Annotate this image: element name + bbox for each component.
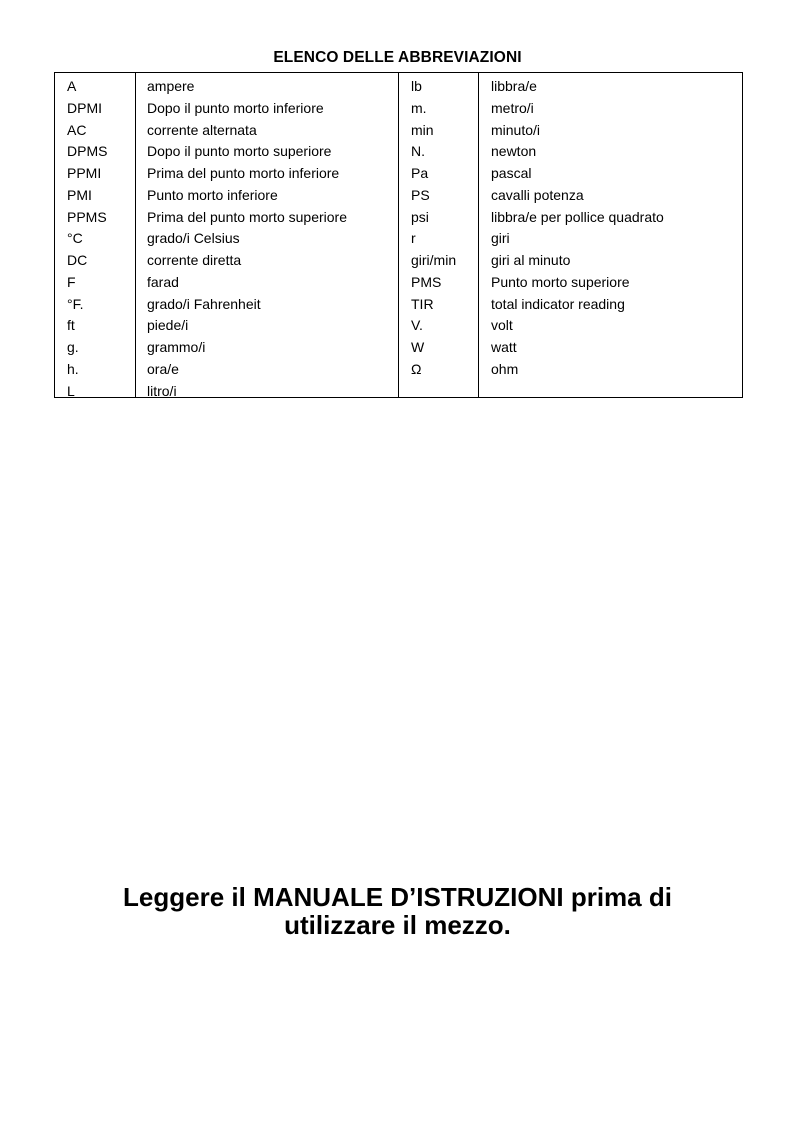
abbreviation-cell: ft (67, 317, 75, 334)
abbreviation-cell: PMS (411, 273, 442, 290)
abbreviation-cell: DPMI (67, 99, 102, 116)
abbreviation-cell: m. (411, 99, 427, 116)
description-cell: Punto morto inferiore (147, 186, 278, 203)
description-cell: libbra/e per pollice quadrato (491, 208, 664, 225)
abbreviation-cell: Pa (411, 165, 429, 181)
abbreviation-cell: giri/min (411, 252, 457, 268)
abbreviations-table (54, 72, 743, 398)
abbreviation-cell: PPMS (67, 208, 107, 225)
page-title: ELENCO DELLE ABBREVIAZIONI (273, 49, 522, 66)
description-cell: Prima del punto morto inferiore (147, 165, 340, 181)
description-cell: ampere (147, 78, 195, 94)
abbreviation-cell: r (411, 230, 416, 247)
abbreviation-cell: TIR (411, 295, 434, 312)
abbreviation-cell: DC (67, 252, 88, 268)
abbreviation-cell: F (67, 273, 76, 290)
description-cell: total indicator reading (491, 295, 625, 312)
abbreviation-cell: PPMI (67, 165, 102, 181)
description-cell: pascal (491, 165, 532, 181)
column-divider (135, 73, 136, 397)
abbreviation-cell: PS (411, 186, 430, 203)
abbreviation-cell: h. (67, 360, 79, 377)
description-cell: corrente alternata (147, 121, 257, 138)
abbreviation-cell: °C (67, 230, 83, 247)
description-cell: grado/i Fahrenheit (147, 295, 261, 312)
description-cell: Punto morto superiore (491, 273, 630, 290)
abbreviation-cell: °F. (67, 295, 84, 312)
abbreviation-cell: psi (411, 208, 429, 225)
description-cell: piede/i (147, 317, 189, 334)
abbreviation-cell: A (67, 78, 77, 94)
description-cell: Dopo il punto morto superiore (147, 143, 332, 160)
description-cell: giri (491, 230, 510, 247)
description-cell: watt (491, 339, 517, 355)
abbreviation-cell: V. (411, 317, 423, 334)
description-cell: giri al minuto (491, 252, 571, 268)
description-cell: minuto/i (491, 121, 541, 138)
description-cell: ohm (491, 360, 519, 377)
description-cell: farad (147, 273, 179, 290)
description-cell: litro/i (147, 382, 177, 399)
description-cell: cavalli potenza (491, 186, 584, 203)
description-cell: grado/i Celsius (147, 230, 240, 247)
description-cell: corrente diretta (147, 252, 242, 268)
abbreviation-cell: g. (67, 339, 79, 355)
description-cell: ora/e (147, 360, 179, 377)
description-cell: volt (491, 317, 513, 334)
abbreviation-cell: AC (67, 121, 87, 138)
notice-line-1: Leggere il MANUALE D’ISTRUZIONI prima di (123, 882, 672, 912)
abbreviation-cell: L (67, 382, 75, 399)
column-divider (398, 73, 399, 397)
manual-notice (0, 883, 795, 939)
description-cell: Dopo il punto morto inferiore (147, 99, 324, 116)
right-description-column (491, 76, 664, 381)
description-cell: grammo/i (147, 339, 206, 355)
right-abbreviation-column (411, 76, 456, 381)
abbreviation-cell: DPMS (67, 143, 108, 160)
left-description-column (147, 76, 347, 402)
description-cell: newton (491, 143, 537, 160)
description-cell: metro/i (491, 99, 534, 116)
abbreviation-cell: PMI (67, 186, 92, 203)
description-cell: Prima del punto morto superiore (147, 208, 347, 225)
left-abbreviation-column (67, 76, 107, 402)
column-divider (478, 73, 479, 397)
abbreviation-cell: Ω (411, 360, 422, 377)
abbreviation-cell: lb (411, 78, 422, 94)
description-cell: libbra/e (491, 78, 537, 94)
abbreviation-cell: W (411, 339, 425, 355)
abbreviation-cell: min (411, 121, 434, 138)
abbreviation-cell: N. (411, 143, 425, 160)
notice-line-2: utilizzare il mezzo. (284, 910, 511, 940)
